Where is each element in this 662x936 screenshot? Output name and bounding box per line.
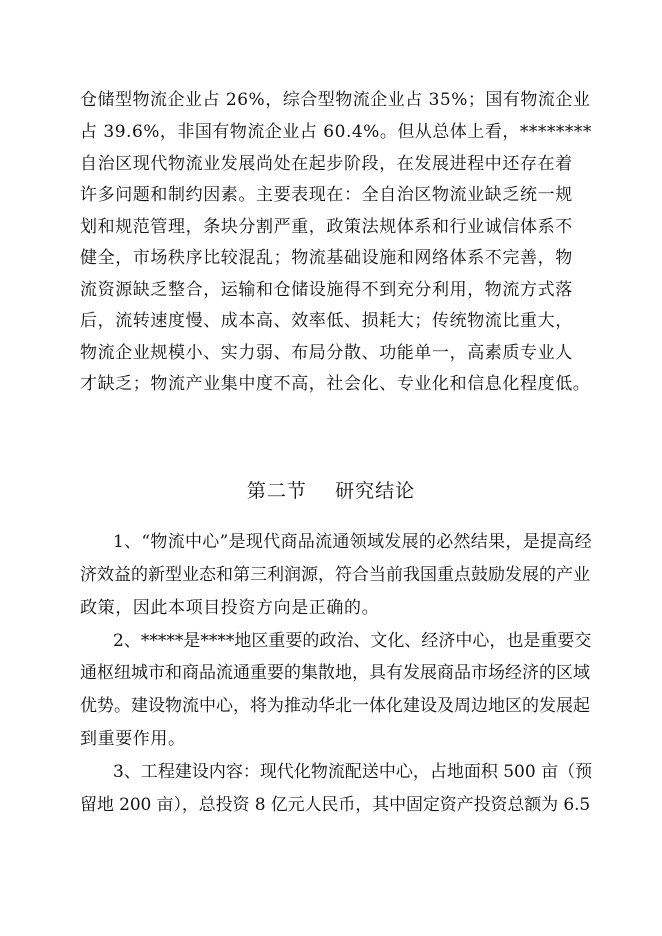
section-heading: 第二节 研究结论 <box>246 480 416 502</box>
conclusion-2-line: 到重要作用。 <box>80 729 186 749</box>
conclusion-2-line: 通枢纽城市和商品流通重要的集散地，具有发展商品市场经济的区域 <box>80 663 590 683</box>
paragraph-line: 仓储型物流企业占 26%，综合型物流企业占 35%；国有物流企业 <box>80 90 591 110</box>
paragraph-line: 健全，市场秩序比较混乱；物流基础设施和网络体系不完善，物 <box>80 248 573 268</box>
conclusion-2-line: 优势。建设物流中心，将为推动华北一体化建设及周边地区的发展起 <box>80 696 590 716</box>
conclusion-1-line: 政策，因此本项目投资方向是正确的。 <box>80 598 380 618</box>
paragraph-line: 划和规范管理，条块分割严重，政策法规体系和行业诚信体系不 <box>80 217 573 237</box>
paragraph-line: 物流企业规模小、实力弱、布局分散、功能单一，高素质专业人 <box>80 343 573 363</box>
paragraph-line: 才缺乏；物流产业集中度不高，社会化、专业化和信息化程度低。 <box>80 374 591 394</box>
conclusion-2-line: 2、*****是****地区重要的政治、文化、经济中心，也是重要交 <box>113 631 592 651</box>
paragraph-line: 许多问题和制约因素。主要表现在：全自治区物流业缺乏统一规 <box>80 185 573 205</box>
paragraph-line: 后，流转速度慢、成本高、效率低、损耗大；传统物流比重大， <box>80 311 573 331</box>
conclusion-3-line: 留地 200 亩），总投资 8 亿元人民币，其中固定资产投资总额为 6.5 <box>80 795 591 815</box>
conclusion-1-line: 1、“物流中心”是现代商品流通领域发展的必然结果，是提高经 <box>113 532 592 552</box>
paragraph-line: 占 39.6%，非国有物流企业占 60.4%。但从总体上看，******** <box>80 122 592 142</box>
conclusion-3-line: 3、工程建设内容：现代化物流配送中心，占地面积 500 亩（预 <box>113 762 593 782</box>
paragraph-line: 自治区现代物流业发展尚处在起步阶段，在发展进程中还存在着 <box>80 154 573 174</box>
paragraph-line: 流资源缺乏整合，运输和仓储设施得不到充分利用，物流方式落 <box>80 280 573 300</box>
conclusion-1-line: 济效益的新型业态和第三利润源，符合当前我国重点鼓励发展的产业 <box>80 565 590 585</box>
